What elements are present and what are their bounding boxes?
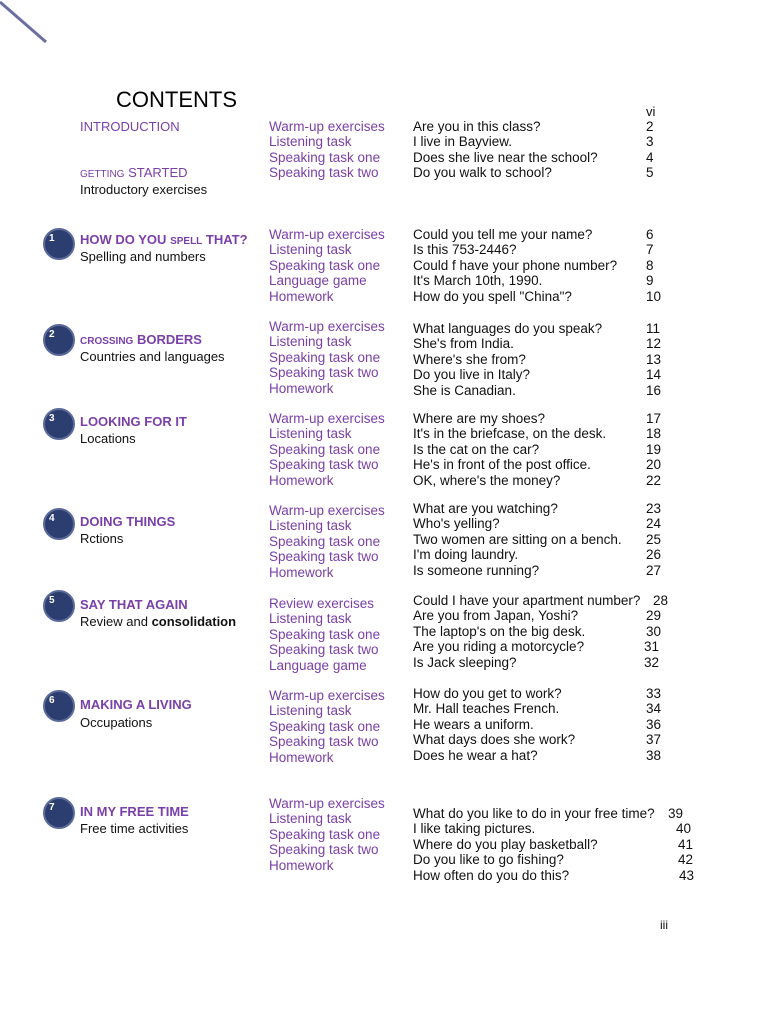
exercise-item: Speaking task one — [269, 626, 381, 642]
unit-number: 7 — [49, 802, 55, 813]
question-item: Two women are sitting on a bench. — [413, 531, 622, 547]
unit-number: 4 — [49, 513, 55, 524]
page-ref: 31 — [644, 639, 660, 655]
question-item: Are you riding a motorcycle? — [413, 639, 585, 655]
page-ref: 40 — [676, 821, 692, 837]
corner-decoration — [0, 0, 60, 60]
exercise-item: Homework — [269, 857, 334, 873]
page-ref: 30 — [646, 623, 662, 639]
question-item: It's in the briefcase, on the desk. — [413, 426, 607, 442]
title-part: BORDERS — [136, 332, 202, 347]
unit-number: 5 — [49, 595, 55, 606]
question-item: She's from India. — [413, 336, 514, 352]
unit-number: 2 — [49, 329, 55, 340]
unit-1-questions — [413, 227, 617, 304]
unit-6-questions — [413, 686, 575, 763]
page-ref: 8 — [646, 257, 654, 273]
question-item: Does he wear a hat? — [413, 747, 538, 763]
question-item: Do you walk to school? — [413, 165, 552, 181]
exercise-item: Speaking task two — [269, 365, 379, 381]
page-ref: 4 — [646, 149, 654, 165]
unit-7-subtitle: Free time activities — [80, 821, 189, 836]
page-ref: 24 — [646, 516, 662, 532]
page-ref: 18 — [646, 426, 662, 442]
title-small: CROSSING — [80, 336, 134, 347]
question-item: It's March 10th, 1990. — [413, 273, 543, 289]
getting-started-title — [80, 165, 188, 182]
page-ref: 34 — [646, 701, 662, 717]
unit-1-title — [80, 232, 248, 249]
exercise-item: Warm-up exercises — [269, 227, 385, 242]
exercise-item: Review exercises — [269, 596, 375, 611]
intro-subtitle: Introductory exercises — [80, 182, 208, 197]
page-ref: 41 — [678, 836, 694, 852]
question-item: What languages do you speak? — [413, 321, 603, 336]
exercise-item: Speaking task two — [269, 842, 379, 858]
exercise-item: Homework — [269, 380, 334, 396]
unit-5-badge — [43, 590, 75, 622]
exercise-item: Listening task — [269, 334, 352, 350]
page-ref: 27 — [646, 562, 662, 578]
unit-6-badge — [43, 690, 75, 722]
unit-7-title: IN MY FREE TIME — [80, 804, 189, 819]
exercise-item: Warm-up exercises — [269, 796, 385, 811]
unit-6-subtitle: Occupations — [80, 715, 153, 730]
question-item: How do you get to work? — [413, 686, 562, 701]
unit-2-title — [80, 332, 202, 349]
unit-3-questions — [413, 411, 606, 488]
page-ref: 32 — [644, 654, 660, 670]
page-ref: 39 — [668, 806, 684, 821]
page-ref: 36 — [646, 716, 662, 732]
unit-2-questions — [413, 321, 602, 398]
page-ref: 12 — [646, 336, 662, 352]
page-ref: 38 — [646, 747, 662, 763]
exercise-item: Listening task — [269, 426, 352, 442]
unit-2-subtitle: Countries and languages — [80, 349, 225, 364]
question-item: Where do you play basketball? — [413, 836, 598, 852]
exercise-item: Speaking task one — [269, 718, 381, 734]
exercise-item: Listening task — [269, 518, 352, 534]
exercise-item: Speaking task two — [269, 642, 379, 658]
unit-5-subtitle — [80, 614, 236, 629]
exercise-item: Speaking task one — [269, 257, 381, 273]
question-item: What are you watching? — [413, 501, 558, 516]
unit-6-title: MAKING A LIVING — [80, 697, 192, 712]
page-ref: 37 — [646, 732, 662, 748]
question-item: She is Canadian. — [413, 382, 516, 398]
started-text: STARTED — [128, 165, 188, 180]
exercise-item: Warm-up exercises — [269, 119, 385, 134]
top-page-label: vi — [646, 104, 656, 119]
question-item: Is the cat on the car? — [413, 441, 540, 457]
exercise-item: Speaking task one — [269, 826, 381, 842]
question-item: Are you in this class? — [413, 119, 541, 134]
unit-6-pages — [646, 686, 661, 763]
page-ref: 14 — [646, 367, 662, 383]
unit-number: 1 — [49, 233, 55, 244]
question-item: The laptop's on the big desk. — [413, 623, 586, 639]
unit-5-pages — [644, 593, 669, 670]
page-ref: 10 — [646, 288, 662, 304]
unit-2-pages — [646, 321, 661, 398]
exercise-item: Warm-up exercises — [269, 319, 385, 334]
unit-4-badge — [43, 508, 75, 540]
unit-1-badge — [43, 228, 75, 260]
page-ref: 28 — [653, 593, 669, 608]
unit-4-pages — [646, 501, 661, 578]
exercise-item: Speaking task one — [269, 441, 381, 457]
question-item: He's in front of the post office. — [413, 457, 591, 473]
page-ref: 5 — [646, 165, 654, 181]
exercise-item: Listening task — [269, 134, 352, 150]
page-number: iii — [660, 918, 668, 932]
exercise-item: Listening task — [269, 703, 352, 719]
page-ref: 9 — [646, 273, 654, 289]
unit-5-title: SAY THAT AGAIN — [80, 597, 188, 612]
unit-5-exercises — [269, 596, 380, 673]
page-ref: 3 — [646, 134, 654, 150]
exercise-item: Warm-up exercises — [269, 688, 385, 703]
unit-1-pages — [646, 227, 661, 304]
intro-title: INTRODUCTION — [80, 119, 180, 134]
page-ref: 26 — [646, 547, 662, 563]
question-item: He wears a uniform. — [413, 716, 534, 732]
page-ref: 11 — [646, 321, 661, 336]
question-item: Does she live near the school? — [413, 149, 598, 165]
unit-2-badge — [43, 324, 75, 356]
exercise-item: Warm-up exercises — [269, 411, 385, 426]
exercise-item: Speaking task one — [269, 349, 381, 365]
page-ref: 43 — [679, 867, 695, 883]
title-part: HOW DO YOU — [80, 232, 167, 247]
question-item: How often do you do this? — [413, 867, 570, 883]
exercise-item: Speaking task two — [269, 734, 379, 750]
question-item: Is someone running? — [413, 562, 540, 578]
unit-7-exercises — [269, 796, 385, 873]
unit-5-questions — [413, 593, 640, 670]
intro-exercises — [269, 119, 385, 181]
page-ref: 25 — [646, 531, 662, 547]
unit-4-subtitle: Rctions — [80, 531, 124, 546]
exercise-item: Speaking task two — [269, 549, 379, 565]
question-item: Are you from Japan, Yoshi? — [413, 608, 579, 624]
question-item: Is Jack sleeping? — [413, 654, 517, 670]
getting-small: GETTING — [80, 169, 125, 180]
question-item: Mr. Hall teaches French. — [413, 701, 560, 717]
question-item: Is this 753-2446? — [413, 242, 517, 258]
unit-3-badge — [43, 408, 75, 440]
unit-3-pages — [646, 411, 661, 488]
exercise-item: Homework — [269, 564, 334, 580]
exercise-item: Listening task — [269, 242, 352, 258]
page-ref: 19 — [646, 441, 662, 457]
unit-4-title: DOING THINGS — [80, 514, 176, 529]
question-item: What do you like to do in your free time? — [413, 806, 655, 821]
question-item: Could you tell me your name? — [413, 227, 593, 242]
intro-pages — [646, 119, 654, 181]
unit-3-exercises — [269, 411, 385, 488]
question-item: Where's she from? — [413, 351, 526, 367]
page-ref: 20 — [646, 457, 662, 473]
question-item: Where are my shoes? — [413, 411, 546, 426]
unit-1-exercises — [269, 227, 385, 304]
exercise-item: Speaking task two — [269, 457, 379, 473]
exercise-item: Speaking task one — [269, 149, 381, 165]
question-item: Could I have your apartment number? — [413, 593, 641, 608]
page-ref: 7 — [646, 242, 654, 258]
page-ref: 2 — [646, 119, 654, 134]
title-part: THAT? — [205, 232, 248, 247]
exercise-item: Listening task — [269, 811, 352, 827]
intro-questions — [413, 119, 598, 181]
page-ref: 29 — [646, 608, 662, 624]
unit-7-badge — [43, 797, 75, 829]
unit-3-title: LOOKING FOR IT — [80, 414, 187, 429]
subtitle-bold: consolidation — [151, 614, 237, 629]
unit-number: 3 — [49, 413, 55, 424]
unit-6-exercises — [269, 688, 385, 765]
unit-number: 6 — [49, 695, 55, 706]
page-ref: 16 — [646, 382, 662, 398]
exercise-item: Language game — [269, 273, 367, 289]
page-ref: 6 — [646, 227, 654, 242]
page-ref: 42 — [678, 852, 694, 868]
title-small: SPELL — [170, 236, 203, 247]
exercise-item: Listening task — [269, 611, 352, 627]
page-ref: 23 — [646, 501, 662, 516]
exercise-item: Homework — [269, 749, 334, 765]
exercise-item: Speaking task two — [269, 165, 379, 181]
unit-4-exercises — [269, 503, 385, 580]
unit-2-exercises — [269, 319, 385, 396]
unit-3-subtitle: Locations — [80, 431, 136, 446]
subtitle-part: Review and — [80, 614, 148, 629]
question-item: Do you live in Italy? — [413, 367, 531, 383]
page-title: CONTENTS — [116, 87, 237, 112]
page-ref: 33 — [646, 686, 662, 701]
page-ref: 17 — [646, 411, 662, 426]
question-item: What days does she work? — [413, 732, 576, 748]
unit-7-questions — [413, 806, 655, 883]
exercise-item: Speaking task one — [269, 533, 381, 549]
question-item: Who's yelling? — [413, 516, 500, 532]
exercise-item: Homework — [269, 288, 334, 304]
unit-7-pages — [668, 806, 694, 883]
exercise-item: Warm-up exercises — [269, 503, 385, 518]
question-item: I like taking pictures. — [413, 821, 536, 837]
exercise-item: Homework — [269, 472, 334, 488]
page-ref: 13 — [646, 351, 662, 367]
exercise-item: Language game — [269, 657, 367, 673]
question-item: Could f have your phone number? — [413, 257, 618, 273]
question-item: I'm doing laundry. — [413, 547, 519, 563]
page-ref: 22 — [646, 472, 662, 488]
unit-1-subtitle: Spelling and numbers — [80, 249, 206, 264]
question-item: I live in Bayview. — [413, 134, 513, 150]
unit-4-questions — [413, 501, 622, 578]
question-item: OK, where's the money? — [413, 472, 561, 488]
question-item: How do you spell "China"? — [413, 288, 572, 304]
question-item: Do you like to go fishing? — [413, 852, 564, 868]
